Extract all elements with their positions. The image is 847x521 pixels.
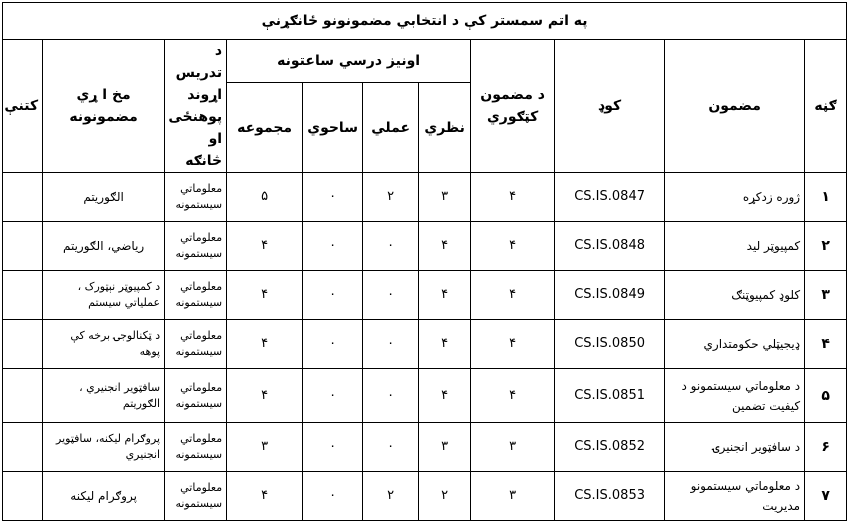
row-department: معلوماتي سیستمونه [165,369,227,423]
row-book [3,423,43,472]
document [2,2,837,521]
row-prerequisite: سافټویر انجنیري ، الګوریتم [43,369,165,423]
row-prerequisite: پروګرام لیکنه [43,472,165,521]
row-code: CS.IS.0853 [555,472,665,521]
row-total: ۴ [227,320,303,369]
row-practical: ۲ [363,472,419,521]
row-number: ۴ [805,320,847,369]
row-field: ۰ [303,271,363,320]
row-theory: ۳ [419,423,471,472]
table-title: په اتم سمستر کې د انتخابي مضمونونو ځانګړنې [3,3,847,40]
header-prerequisite: مخ ا ړي مضمونونه [43,40,165,173]
row-field: ۰ [303,222,363,271]
table-row [3,320,847,369]
header-department: د تدریس اړوند پوهنځی او څانګه [165,40,227,173]
row-subject: کلوډ کمپیوټنګ [665,271,805,320]
row-prerequisite: د ټکنالوجۍ برخه کې پوهه [43,320,165,369]
row-category: ۳ [471,472,555,521]
row-category: ۴ [471,173,555,222]
row-code: CS.IS.0852 [555,423,665,472]
row-subject: ژوره زدکړه [665,173,805,222]
row-total: ۴ [227,271,303,320]
row-total: ۴ [227,369,303,423]
row-prerequisite: د کمپیوټر نېټورک ، عملیاتي سیستم [43,271,165,320]
row-subject: د سافټویر انجنیرۍ [665,423,805,472]
row-category: ۴ [471,271,555,320]
row-prerequisite: پروګرام لیکنه، سافټویر انجنیري [43,423,165,472]
row-practical: ۰ [363,423,419,472]
row-subject: ډیجیټلي حکومتداري [665,320,805,369]
header-number: ګڼه [805,40,847,173]
row-theory: ۲ [419,472,471,521]
row-book [3,222,43,271]
header-practical: عملي [363,83,419,173]
row-subject: د معلوماتي سیستمونو د کیفیت تضمین [665,369,805,423]
row-field: ۰ [303,369,363,423]
row-number: ۷ [805,472,847,521]
row-category: ۳ [471,423,555,472]
row-department: معلوماتي سیستمونه [165,472,227,521]
row-department: معلوماتي سیستمونه [165,423,227,472]
row-department: معلوماتي سیستمونه [165,222,227,271]
row-field: ۰ [303,320,363,369]
row-field: ۰ [303,423,363,472]
header-subject: مضمون [665,40,805,173]
row-number: ۶ [805,423,847,472]
header-code: کوډ [555,40,665,173]
row-number: ۵ [805,369,847,423]
row-department: معلوماتي سیستمونه [165,173,227,222]
row-category: ۴ [471,369,555,423]
header-category: د مضمون کټګوري [471,40,555,173]
table-row [3,472,847,521]
row-code: CS.IS.0847 [555,173,665,222]
table-row [3,222,847,271]
table-row [3,423,847,472]
row-book [3,271,43,320]
row-theory: ۴ [419,222,471,271]
row-theory: ۴ [419,320,471,369]
row-theory: ۴ [419,271,471,320]
row-department: معلوماتي سیستمونه [165,271,227,320]
row-theory: ۳ [419,173,471,222]
courses-table [2,2,847,521]
row-theory: ۴ [419,369,471,423]
row-field: ۰ [303,173,363,222]
row-prerequisite: ریاضي، الګوریتم [43,222,165,271]
row-number: ۳ [805,271,847,320]
row-practical: ۰ [363,271,419,320]
row-practical: ۲ [363,173,419,222]
row-total: ۵ [227,173,303,222]
row-category: ۴ [471,222,555,271]
row-book [3,369,43,423]
row-practical: ۰ [363,320,419,369]
row-practical: ۰ [363,369,419,423]
row-department: معلوماتي سیستمونه [165,320,227,369]
row-total: ۳ [227,423,303,472]
row-total: ۴ [227,222,303,271]
row-subject: کمپیوټر لید [665,222,805,271]
row-book [3,472,43,521]
header-weekly-hours: اونیز درسي ساعتونه [227,40,471,83]
header-total: مجموعه [227,83,303,173]
table-row [3,271,847,320]
header-field: ساحوي [303,83,363,173]
row-code: CS.IS.0849 [555,271,665,320]
row-code: CS.IS.0850 [555,320,665,369]
row-subject: د معلوماتي سیستمونو مدیریت [665,472,805,521]
header-book: کتنې [3,40,43,173]
table-row [3,173,847,222]
row-category: ۴ [471,320,555,369]
row-book [3,320,43,369]
table-row [3,369,847,423]
row-book [3,173,43,222]
row-prerequisite: الګوریتم [43,173,165,222]
row-field: ۰ [303,472,363,521]
header-theory: نظري [419,83,471,173]
row-practical: ۰ [363,222,419,271]
row-code: CS.IS.0848 [555,222,665,271]
row-total: ۴ [227,472,303,521]
row-number: ۱ [805,173,847,222]
row-code: CS.IS.0851 [555,369,665,423]
row-number: ۲ [805,222,847,271]
